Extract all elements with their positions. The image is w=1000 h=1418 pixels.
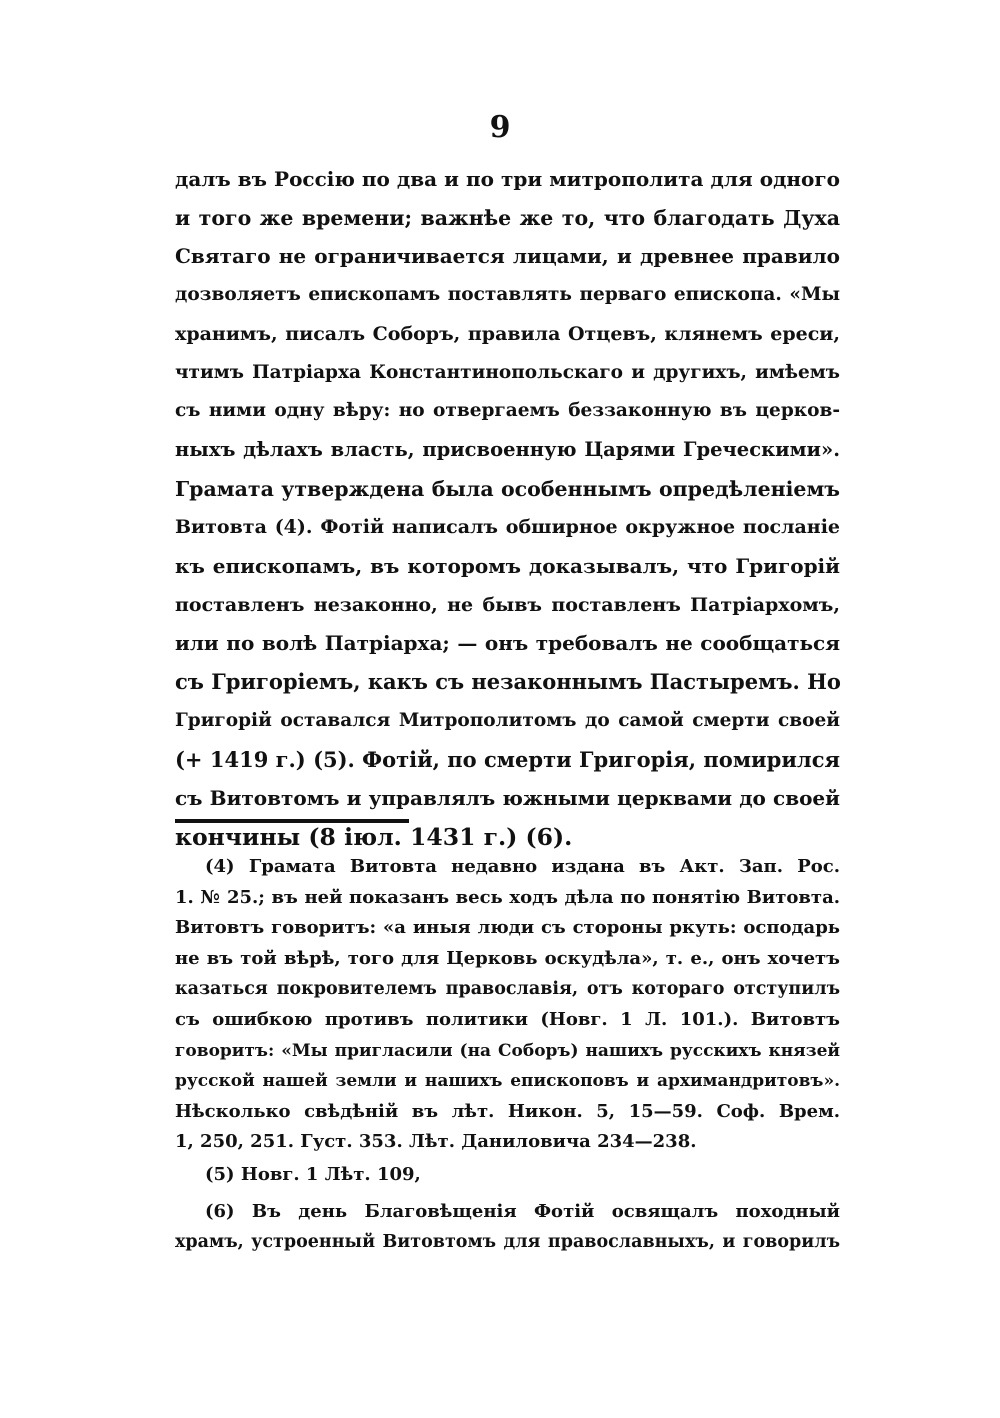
main-text [175,160,840,857]
text-line: Грамата утверждена была особеннымъ опредѣленіемъ [175,476,840,501]
text-line: или по волѣ Патріарха; — онъ требовалъ не сообщаться [175,631,840,656]
footnote-4 [175,852,840,1158]
text-line: поставленъ незаконно, не бывъ поставленъ Патріархомъ, [175,593,840,616]
footnote-line: храмъ, устроенный Витовтомъ для православныхъ, и говорилъ [175,1232,840,1253]
text-line: чтимъ Патріарха Константинопольскаго и другихъ, имѣемъ [175,361,840,383]
text-line: Святаго не ограничивается лицами, и древнее правило [175,244,840,269]
text-line: (+ 1419 г.) (5). Фотій, по смерти Григорія, помирился [175,746,840,772]
text-line: къ епископамъ, въ которомъ доказывалъ, что Григорій [175,554,840,579]
text-line: съ Григоріемъ, какъ съ незаконнымъ Пастыремъ. Но [175,669,841,695]
footnote-line: казаться покровителемъ православія, отъ котораго отступилъ [175,979,840,1000]
footnote-line: съ ошибкою противъ политики (Новг. 1 Л. 101.). Витовтъ [175,1008,840,1030]
text-line: съ ними одну вѣру: но отвергаемъ беззаконную въ церков- [175,400,840,422]
footnote-line: (6) Въ день Благовѣщенія Фотій освящалъ походный [205,1200,840,1222]
footnote-line: не въ той вѣрѣ, того для Церковь оскудѣла», т. е., онъ хочетъ [175,947,840,969]
footnote-line: Нѣсколько свѣдѣній въ лѣт. Никон. 5, 15—59. Соф. Врем. [175,1100,840,1122]
footnote-line: русской нашей земли и нашихъ епископовъ и архимандритовъ». [175,1071,840,1092]
footnote-separator [175,819,409,823]
footnote-line: (5) Новг. 1 Лѣт. 109, [205,1163,421,1185]
text-line: далъ въ Россію по два и по три митрополита для одного [175,167,840,191]
footnote-line: 1. № 25.; въ ней показанъ весь ходъ дѣла по понятію Витовта. [175,886,840,908]
page-number: 9 [489,110,511,145]
footnote-6 [175,1197,840,1258]
footnotes [175,852,840,1258]
text-line: и того же времени; важнѣе же то, что благодать Духа [175,205,840,230]
footnote-5 [175,1160,840,1191]
text-line: дозволяетъ епископамъ поставлять перваго епископа. «Мы [175,284,840,306]
footnote-line: Витовтъ говоритъ: «а иныя люди съ стороны ркуть: осподарь [175,917,840,939]
text-line: Витовта (4). Фотій написалъ обширное окружное посланіе [175,516,840,539]
text-line: кончины (8 іюл. 1431 г.) (6). [175,822,573,851]
text-line: съ Витовтомъ и управлялъ южными церквами до своей [175,786,840,811]
text-line: Григорій оставался Митрополитомъ до самой смерти своей [175,709,840,731]
footnote-line: говоритъ: «Мы пригласили (на Соборъ) нашихъ русскихъ князей [175,1040,840,1061]
footnote-line: (4) Грамата Витовта недавно издана въ Акт. Зап. Рос. [205,856,840,877]
text-line: ныхъ дѣлахъ власть, присвоенную Царями Греческими». [175,437,840,461]
text-line: хранимъ, писалъ Соборъ, правила Отцевъ, клянемъ ереси, [175,322,840,345]
footnote-line: 1, 250, 251. Густ. 353. Лѣт. Даниловича 234—238. [175,1131,697,1153]
